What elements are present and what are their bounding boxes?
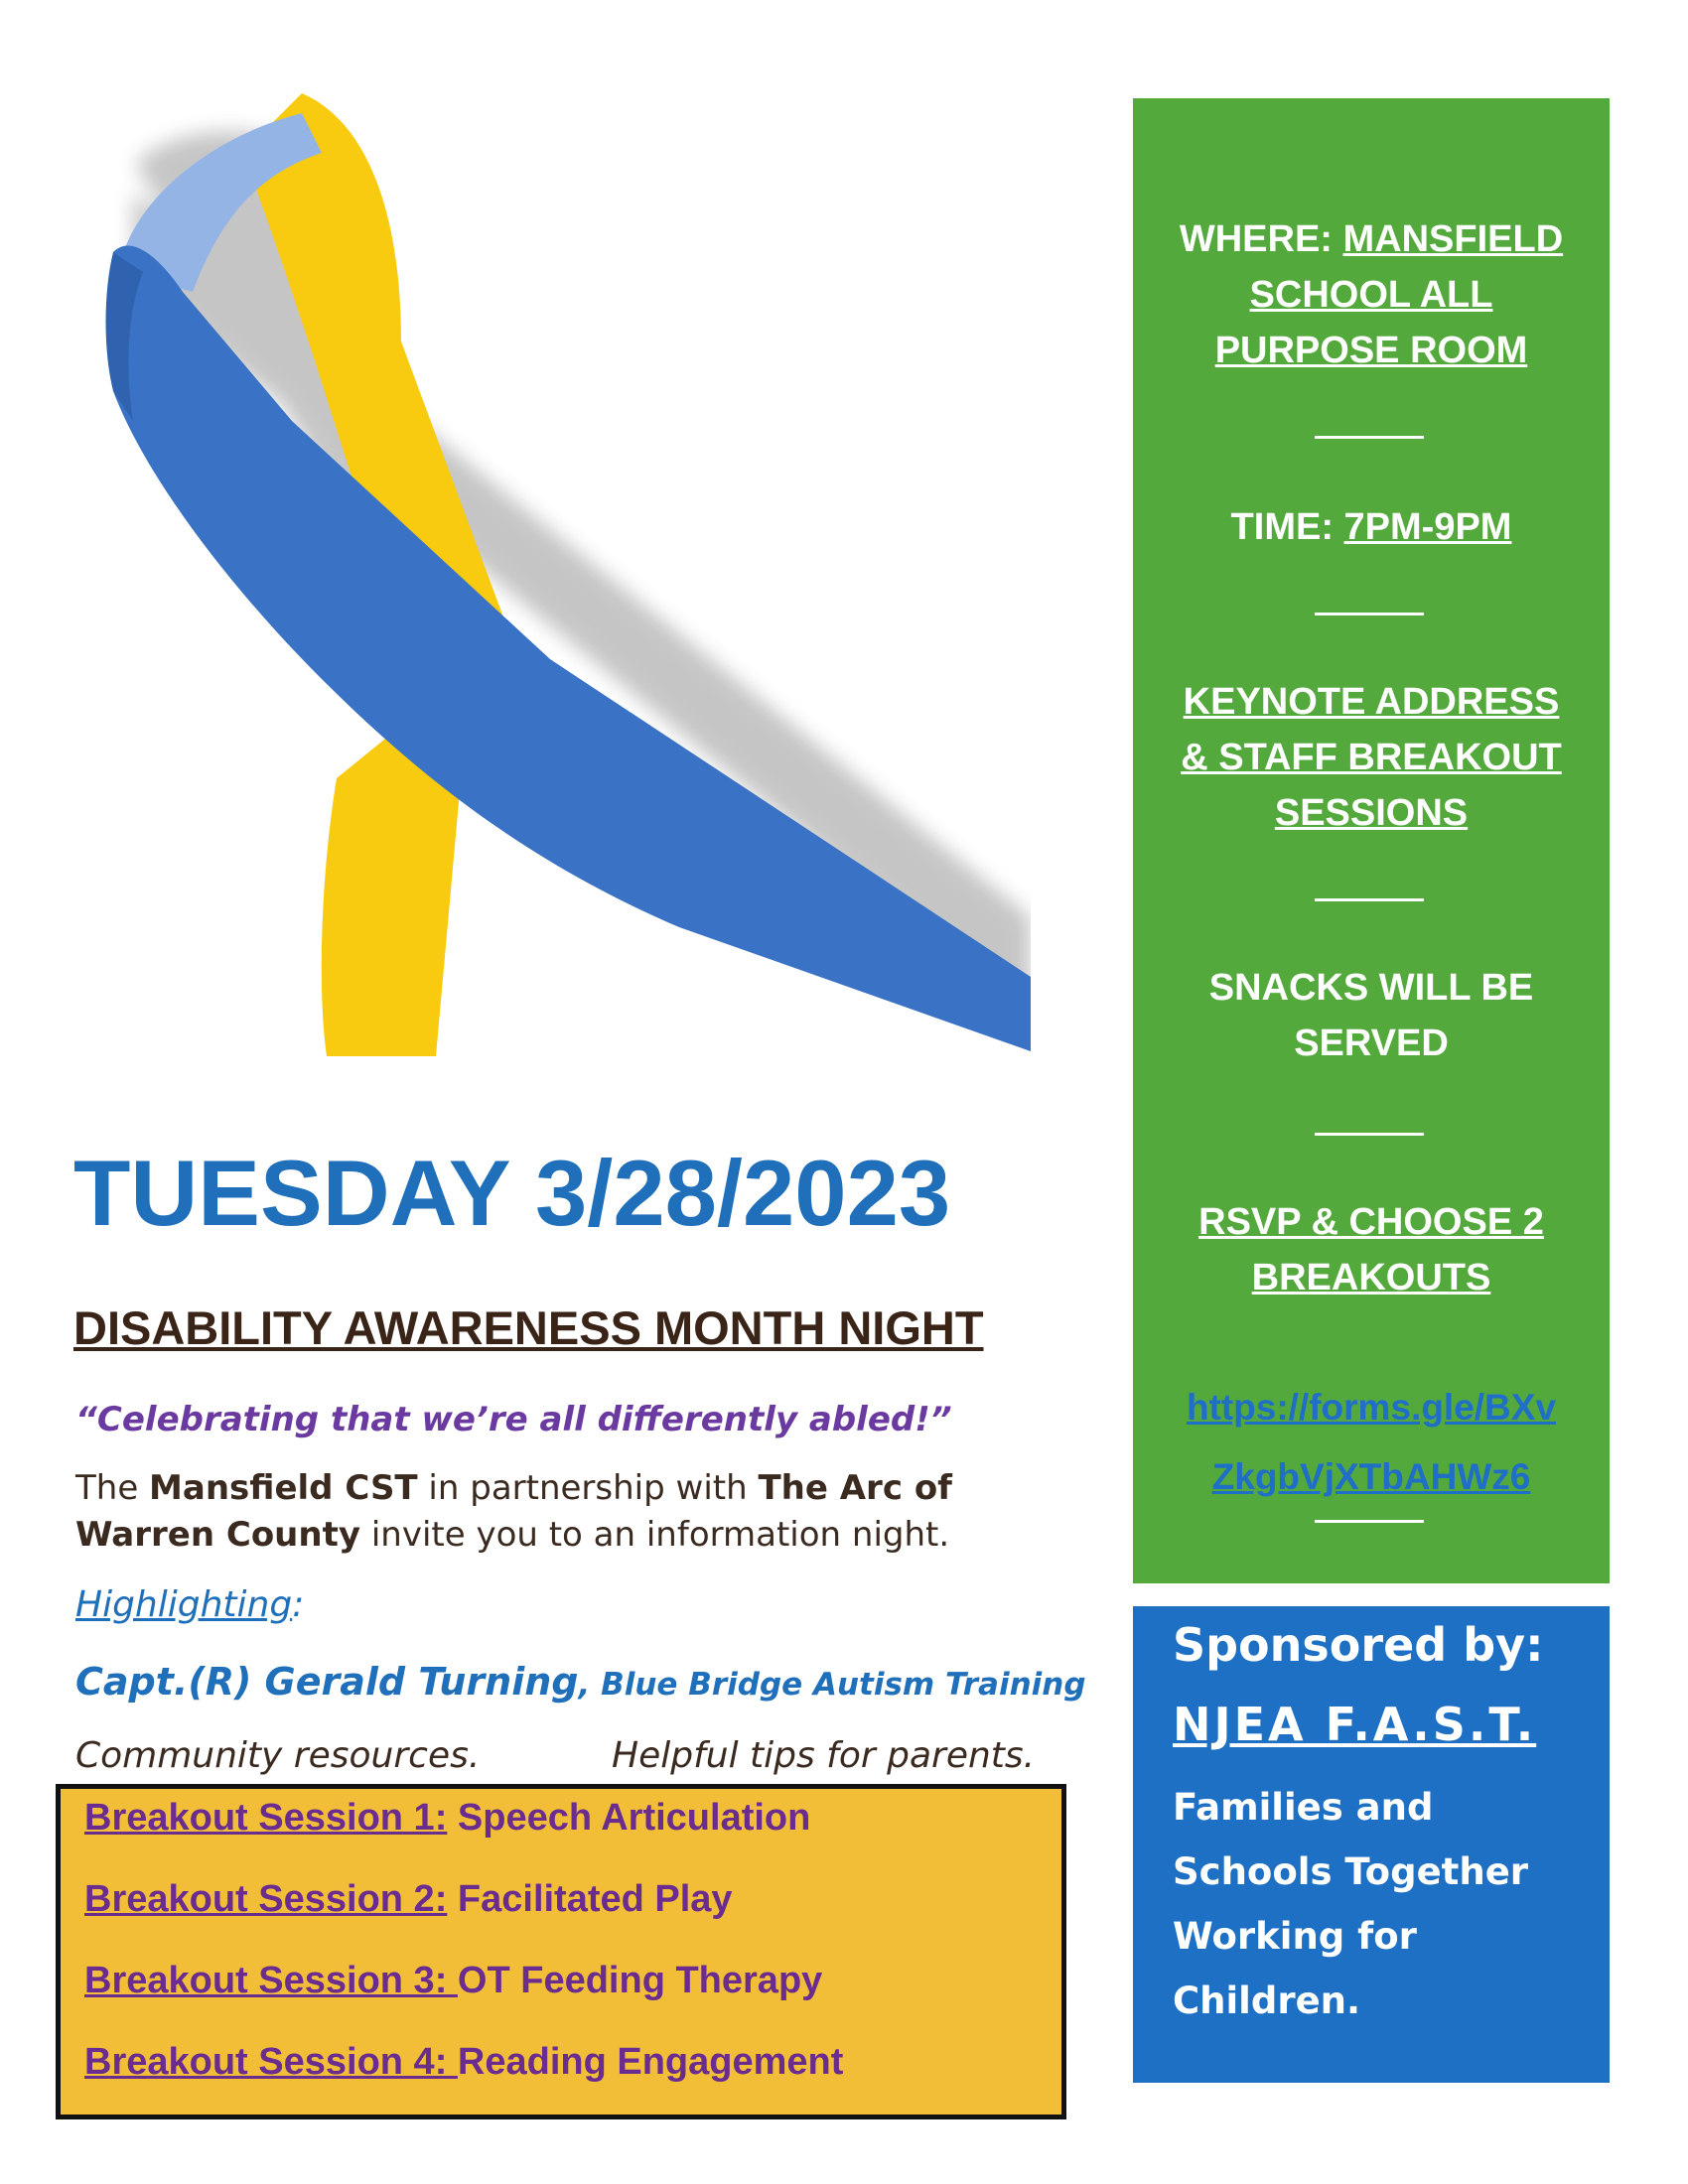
- sponsor-name: NJEA F.A.S.T.: [1173, 1698, 1537, 1751]
- time-value: 7PM-9PM: [1343, 506, 1512, 548]
- organizer-name: Mansfield CST: [149, 1468, 418, 1508]
- snacks-info: [1133, 960, 1610, 1071]
- divider: [1315, 613, 1424, 615]
- where-info: [1133, 211, 1610, 378]
- sponsor-description: Families and Schools Together Working for Children.: [1173, 1786, 1529, 2022]
- breakout-label: Breakout Session 1:: [84, 1797, 448, 1839]
- where-label: WHERE:: [1179, 218, 1343, 260]
- breakout-label: Breakout Session 3:: [84, 1960, 458, 2001]
- awareness-ribbon-image: [73, 93, 1031, 1056]
- speaker-name: Capt.(R) Gerald Turning: [75, 1660, 579, 1704]
- breakout-label: Breakout Session 2:: [84, 1878, 448, 1920]
- resource-tips: Helpful tips for parents.: [612, 1735, 1036, 1776]
- time-info: [1133, 499, 1610, 555]
- event-details-panel: [1133, 98, 1610, 1583]
- rsvp-info: [1133, 1194, 1610, 1305]
- keynote-text: SESSIONS: [1274, 792, 1469, 834]
- intro-text: The: [75, 1468, 150, 1508]
- snacks-text: SERVED: [1294, 1023, 1449, 1064]
- divider: [1315, 1133, 1424, 1136]
- highlighting-colon: :: [292, 1584, 305, 1625]
- breakout-session-4: [84, 2041, 843, 2084]
- rsvp-form-link[interactable]: [1133, 1373, 1610, 1512]
- breakout-topic: Reading Engagement: [457, 2041, 844, 2083]
- breakout-session-1: [84, 1797, 810, 1840]
- resource-community: Community resources.: [75, 1735, 481, 1776]
- highlighting-label: [75, 1584, 304, 1625]
- keynote-speaker: [75, 1660, 1086, 1704]
- where-venue: MANSFIELD: [1342, 218, 1564, 260]
- breakout-session-2: [84, 1878, 733, 1921]
- event-intro: [75, 1465, 1058, 1559]
- breakout-topic: OT Feeding Therapy: [457, 1960, 823, 2001]
- divider: [1315, 436, 1424, 439]
- rsvp-url-part[interactable]: ZkgbVjXTbAHWz6: [1211, 1456, 1531, 1497]
- divider: [1315, 1520, 1424, 1523]
- where-venue: PURPOSE ROOM: [1214, 330, 1528, 371]
- snacks-text: SNACKS WILL BE: [1208, 967, 1534, 1009]
- event-title: DISABILITY AWARENESS MONTH NIGHT: [73, 1301, 984, 1354]
- event-tagline: “Celebrating that we’re all differently abled!”: [75, 1400, 952, 1439]
- intro-text: in partnership with: [417, 1468, 759, 1508]
- breakout-session-3: [84, 1960, 822, 2002]
- intro-text: invite you to an information night.: [360, 1515, 950, 1555]
- sponsor-label: Sponsored by:: [1173, 1618, 1544, 1672]
- rsvp-text: BREAKOUTS: [1251, 1257, 1491, 1298]
- time-label: TIME:: [1230, 506, 1344, 548]
- breakout-topic: Speech Articulation: [447, 1797, 811, 1839]
- speaker-organization: , Blue Bridge Autism Training: [578, 1667, 1086, 1703]
- sponsor-panel: [1133, 1606, 1610, 2083]
- rsvp-text: RSVP & CHOOSE 2: [1198, 1201, 1544, 1243]
- breakout-sessions-box: [56, 1784, 1066, 2119]
- resources-line: [75, 1735, 1036, 1776]
- rsvp-url-part[interactable]: https://forms.gle/BXv: [1186, 1387, 1557, 1428]
- divider: [1315, 898, 1424, 901]
- where-venue: SCHOOL ALL: [1249, 274, 1493, 316]
- keynote-text: & STAFF BREAKOUT: [1181, 737, 1562, 778]
- breakout-label: Breakout Session 4:: [84, 2041, 458, 2083]
- keynote-text: KEYNOTE ADDRESS: [1183, 681, 1560, 723]
- breakout-topic: Facilitated Play: [447, 1878, 733, 1920]
- event-date-heading: TUESDAY 3/28/2023: [73, 1141, 951, 1245]
- partner-name: The Arc of Warren County: [75, 1468, 952, 1555]
- highlighting-text: Highlighting: [75, 1584, 293, 1625]
- keynote-info: [1133, 674, 1610, 841]
